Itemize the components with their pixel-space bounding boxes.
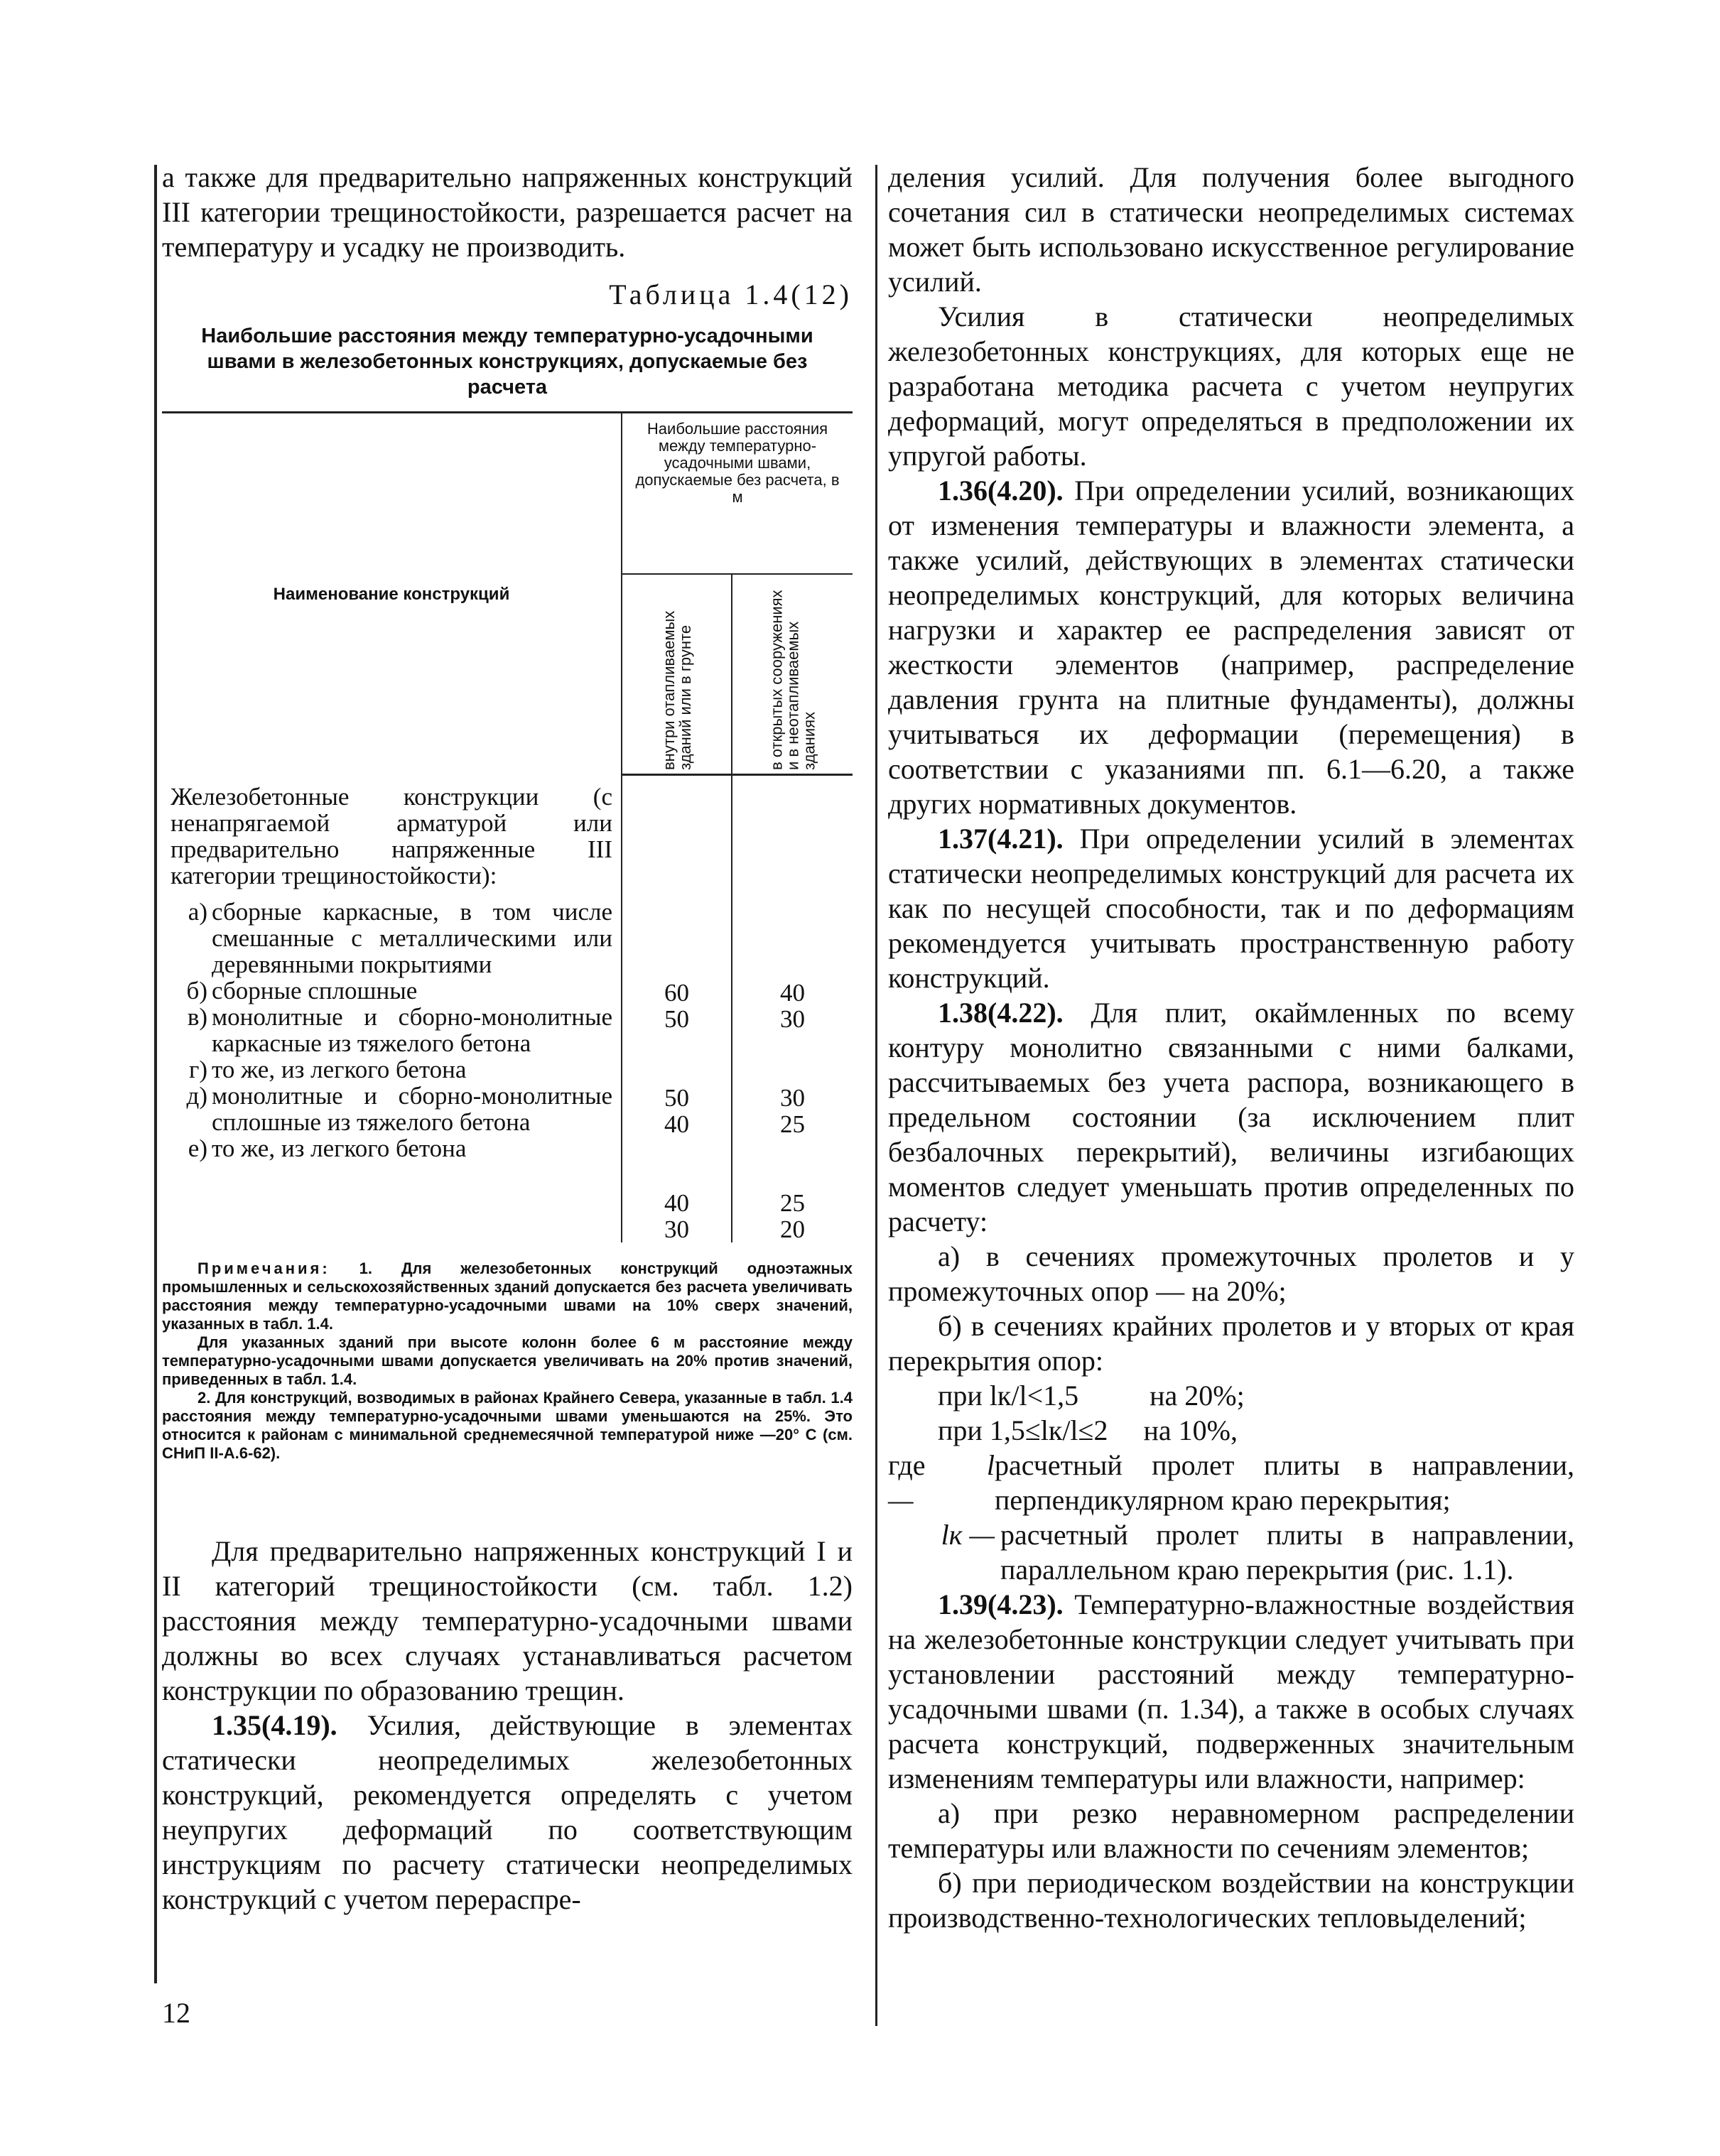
table-row: г) то же, из легкого бетона — [188, 1055, 467, 1083]
value-cell: 30 — [780, 1084, 805, 1112]
formula-2: при 1,5≤lк/l≤2 на 10%, — [938, 1414, 1238, 1446]
note-2: 2. Для конструкций, возводимых в районах Крайнего Севера, указанные в табл. 1.4 расстояния между температурно-усадочными швами уменьшаются на 25%. Это относится к районам с минимальной среднемесячной температурой ниже —20° С (см. СНиП II-А.6-62). — [162, 1389, 853, 1462]
table-body-names — [162, 775, 622, 1243]
notes-label: Примечания: — [198, 1260, 330, 1277]
table-row: е) то же, из легкого бетона — [188, 1134, 467, 1162]
table-number: Таблица 1.4(12) — [609, 278, 853, 310]
column-divider-rule — [875, 165, 877, 2026]
header-construction-name: Наименование конструкций — [162, 413, 622, 775]
value-cell: 30 — [780, 1005, 805, 1033]
intro-paragraph: а также для предварительно напряженных конструкций III категории трещиностойкости, разрешается расчет на температуру и усадку не производить. — [162, 161, 853, 263]
paragraph-1-39: 1.39(4.23). Температурно-влажностные воздействия на железобетонные конструкции следует учитывать при установлении расстояний между температурно-усадочными швами (п. 1.34), а также в особых случаях расчета конструкций, подверженных значительным изменениям температуры или влажности, например: — [888, 1588, 1574, 1794]
where-l: где l — расчетный пролет плиты в направлении, перпендикулярном краю перекрытия; — [888, 1449, 1574, 1516]
clause-number: 1.38(4.22). — [938, 997, 1064, 1029]
paragraph-1-38: 1.38(4.22). Для плит, окаймленных по всему контуру монолитно связанными с ними балками, рассчитываемых без учета распора, возникающего в предельном состоянии (за исключением плит безбалочных перекрытий), величины изгибающих моментов следует уменьшать против определенных по расчету: — [888, 997, 1574, 1237]
value-cell: 50 — [664, 1084, 689, 1112]
item-139a: а) при резко неравномерном распределении температуры или влажности по сечениям элементов; — [888, 1797, 1574, 1864]
clause-number: 1.37(4.21). — [938, 823, 1064, 855]
value-cell: 20 — [780, 1215, 805, 1243]
clause-number: 1.35(4.19). — [212, 1709, 337, 1741]
item-139b: б) при периодическом воздействии на конструкции производственно-технологических тепловыделений; — [888, 1867, 1574, 1934]
value-cell: 25 — [780, 1189, 805, 1217]
paragraph-1-37: 1.37(4.21). При определении усилий в элементах статически неопределимых конструкций для расчета их как по несущей способности, так и по деформациям рекомендуется учитывать пространственную работу конструкций. — [888, 823, 1574, 994]
expansion-joint-table — [162, 411, 853, 1242]
value-cell: 40 — [780, 979, 805, 1007]
table-notes — [162, 1260, 853, 1463]
paragraph-1-36: 1.36(4.20). При определении усилий, возникающих от изменения температуры и влажности элемента, а также усилий, действующих в элементах статически неопределимых конструкций, для которых величина нагрузки и характер ее распределения зависят от жесткости элементов (например, распределение давления грунта на плитные фундаменты), должны учитываться их деформации (перемещения) в соответствии с указаниями пп. 6.1—6.20, а также других нормативных документов. — [888, 475, 1574, 820]
item-a: а) в сечениях промежуточных пролетов и у промежуточных опор — на 20%; — [888, 1240, 1574, 1307]
paragraph-1-35: 1.35(4.19). Усилия, действующие в элементах статически неопределимых железобетонных конструкций, рекомендуется определять с учетом неупругих деформаций по соответствующим инструкциям по расчету статически неопределимых конструкций с учетом перераспре- — [162, 1709, 853, 1915]
left-column — [162, 160, 853, 1917]
table-row: а) сборные каркасные, в том числе смешанные с металлическими или деревянными покрытиями — [188, 897, 612, 978]
table-values-open — [732, 775, 853, 1243]
table-row: б) сборные сплошные — [186, 976, 418, 1004]
table-values-heated — [622, 775, 732, 1243]
value-cell: 40 — [664, 1110, 689, 1138]
right-column — [888, 160, 1574, 1935]
header-heated-buildings: внутри отапливаемых зданий или в грунте — [622, 574, 732, 775]
value-cell: 40 — [664, 1189, 689, 1217]
value-cell: 25 — [780, 1110, 805, 1138]
continuation-paragraph: деления усилий. Для получения более выгодного сочетания сил в статически неопределимых системах может быть использовано искусственное регулирование усилий. — [888, 161, 1574, 298]
formula-1: при lк/l<1,5 на 20%; — [938, 1380, 1245, 1412]
header-open-structures: в открытых сооружениях и в неотапливаемых зданиях — [732, 574, 853, 775]
prestressed-paragraph: Для предварительно напряженных конструкций I и II категорий трещиностойкости (см. табл. 1.2) расстояния между температурно-усадочными швами должны во всех случаях устанавливаться расчетом конструкции по образованию трещин. — [162, 1535, 853, 1706]
page-number: 12 — [162, 1997, 190, 2029]
item-b: б) в сечениях крайних пролетов и у вторых от края перекрытия опор: — [888, 1310, 1574, 1377]
group-title: Железобетонные конструкции (с ненапрягаемой арматурой или предварительно напряженные III категории трещиностойкости): — [171, 782, 612, 889]
table-row: в) монолитные и сборно-монолитные каркасные из тяжелого бетона — [187, 1002, 612, 1057]
clause-number: 1.36(4.20). — [938, 475, 1064, 507]
value-cell: 60 — [664, 979, 689, 1007]
forces-paragraph: Усилия в статически неопределимых железобетонных конструкциях, для которых еще не разработана методика расчета с учетом неупругих деформаций, могут определяться в предположении их упругой работы. — [888, 300, 1574, 472]
table-title: Наибольшие расстояния между температурно-усадочными швами в железобетонных конструкциях, допускаемые без расчета — [201, 325, 813, 399]
table-row: д) монолитные и сборно-монолитные сплошные из тяжелого бетона — [186, 1081, 612, 1136]
note-1b: Для указанных зданий при высоте колонн более 6 м расстояние между температурно-усадочными швами допускается увеличивать на 20% против значений, приведенных в табл. 1.4. — [162, 1333, 853, 1388]
value-cell: 30 — [664, 1215, 689, 1243]
note-1: 1. Для железобетонных конструкций одноэтажных промышленных и сельскохозяйственных зданий допускается без расчета увеличивать расстояния между температурно-усадочными швами на 10% сверх значений, указанных в табл. 1.4. — [162, 1260, 853, 1333]
clause-number: 1.39(4.23). — [938, 1588, 1064, 1620]
value-cell: 50 — [664, 1005, 689, 1033]
where-lk: lк — расчетный пролет плиты в направлении, параллельном краю перекрытия (рис. 1.1). — [941, 1519, 1574, 1586]
header-max-distance: Наибольшие расстояния между температурно-усадочными швами, допускаемые без расчета, в м — [622, 413, 853, 575]
left-margin-rule — [154, 165, 157, 1983]
